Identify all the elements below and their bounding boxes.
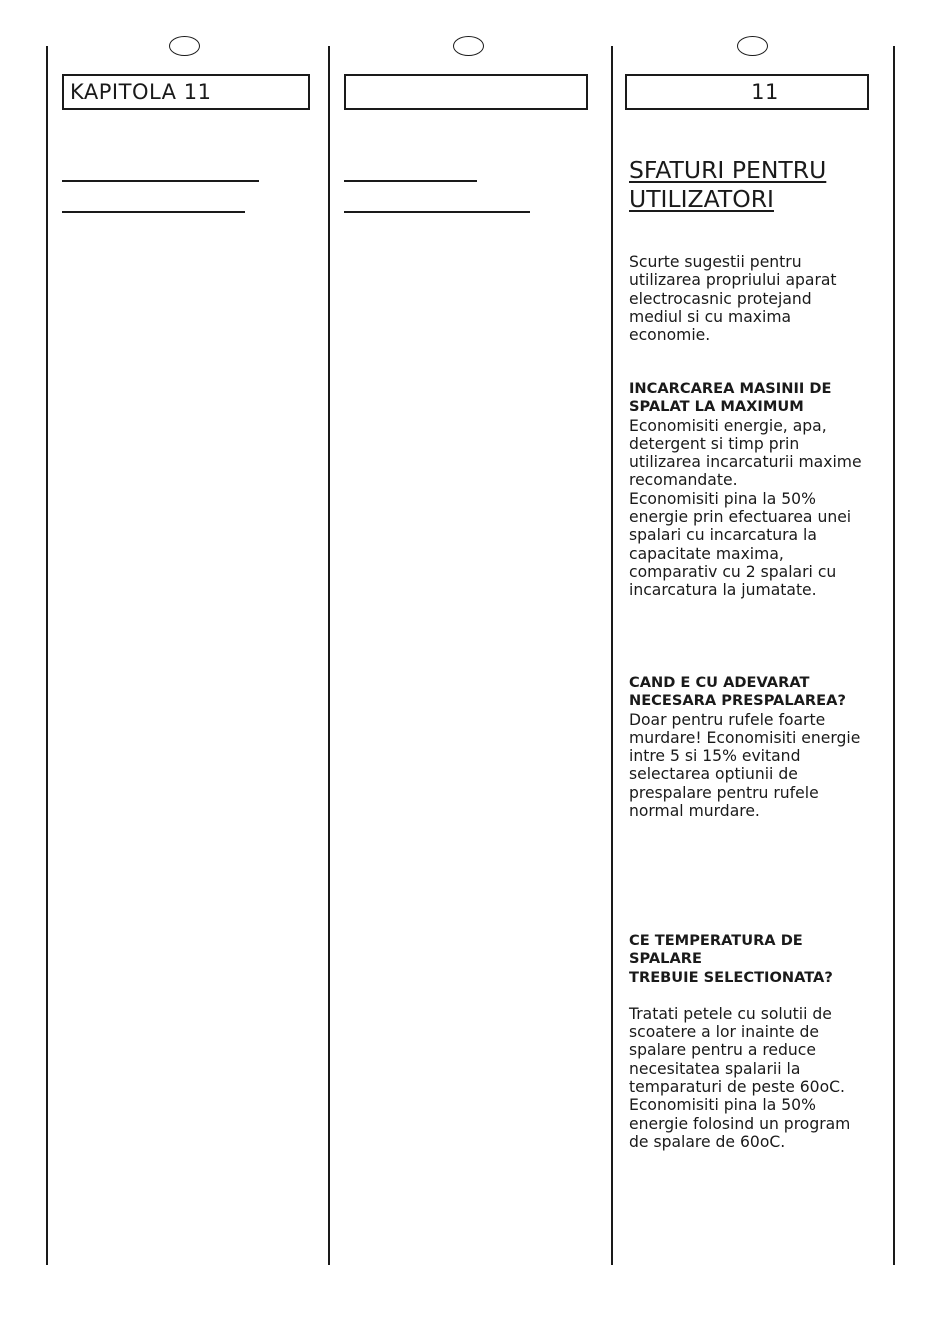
article-intro bbox=[629, 253, 879, 344]
section-body: Doar pentru rufele foarte murdare! Economisiti energie intre 5 si 15% evitand selectarea optiunii de prespalare pentru rufele normal murdare. bbox=[629, 710, 861, 821]
section-body: Tratati petele cu solutii de scoatere a lor inainte de spalare pentru a reduce necesitatea spalarii la temparaturi de peste 60oC. Economisiti pina la 50% energie folosind un program de spalare de 60oC. bbox=[629, 1004, 851, 1151]
title-underline-left-1 bbox=[62, 180, 259, 182]
language-circle-3 bbox=[737, 36, 768, 56]
article-title: SFATURI PENTRU UTILIZATORI bbox=[629, 156, 827, 213]
chapter-header-right bbox=[625, 74, 869, 110]
column-divider-1 bbox=[46, 46, 48, 1265]
chapter-header-left-label: KAPITOLA 11 bbox=[70, 80, 212, 104]
column-divider-4 bbox=[893, 46, 895, 1265]
chapter-header-middle bbox=[344, 74, 588, 110]
section-heading: INCARCAREA MASINII DE SPALAT LA MAXIMUM bbox=[629, 380, 832, 416]
section-full-load bbox=[629, 380, 879, 600]
article-intro-text: Scurte sugestii pentru utilizarea propriului aparat electrocasnic protejand mediul si cu maxima economie. bbox=[629, 253, 837, 345]
title-underline-middle-2 bbox=[344, 211, 530, 213]
language-circle-2 bbox=[453, 36, 484, 56]
section-prewash bbox=[629, 674, 879, 820]
title-underline-middle-1 bbox=[344, 180, 477, 182]
section-temperature bbox=[629, 932, 879, 1151]
section-body: Economisiti energie, apa, detergent si timp prin utilizarea incarcaturii maxime recomandate. Economisiti pina la 50% energie prin efectuarea unei spalari cu incarcatura la capacitate maxima, comparativ cu 2 spalari cu incarcatura la jumatate. bbox=[629, 416, 862, 600]
section-heading: CE TEMPERATURA DE SPALARE TREBUIE SELECTIONATA? bbox=[629, 932, 833, 986]
column-divider-2 bbox=[328, 46, 330, 1265]
title-underline-left-2 bbox=[62, 211, 245, 213]
column-divider-3 bbox=[611, 46, 613, 1265]
language-circle-1 bbox=[169, 36, 200, 56]
chapter-header-right-label: 11 bbox=[751, 80, 779, 104]
chapter-header-left bbox=[62, 74, 310, 110]
section-heading: CAND E CU ADEVARAT NECESARA PRESPALAREA? bbox=[629, 674, 846, 710]
